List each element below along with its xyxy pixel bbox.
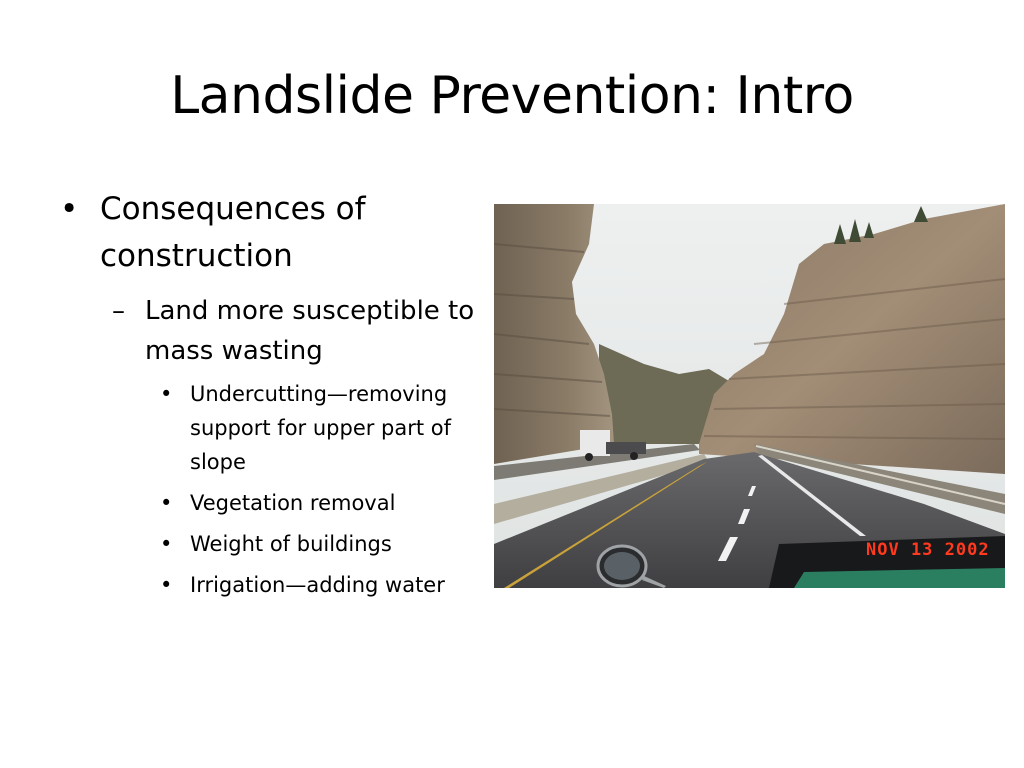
- bullet-dot: •: [160, 382, 173, 406]
- bullet-dot: •: [60, 191, 79, 227]
- bullet-level3: [160, 486, 490, 520]
- canyon-highway-photo: [494, 204, 1005, 588]
- bullet-undercutting: Undercutting—removing support for upper part of slope: [190, 382, 452, 474]
- bullet-dot: •: [160, 573, 173, 597]
- bullet-level1: [60, 186, 480, 280]
- bullet-dot: •: [160, 532, 173, 556]
- bullet-vegetation: Vegetation removal: [190, 491, 396, 515]
- bullet-level3: [160, 568, 490, 602]
- bullet-land-susceptible: Land more susceptible to mass wasting: [145, 296, 475, 366]
- bullet-level2: [112, 291, 502, 371]
- bullet-dot: •: [160, 491, 173, 515]
- photo-date-stamp: NOV 13 2002: [866, 540, 990, 560]
- bullet-dash: –: [112, 296, 125, 326]
- slide-title: Landslide Prevention: Intro: [170, 66, 854, 126]
- bullet-irrigation: Irrigation—adding water: [190, 573, 445, 597]
- bullet-level3: [160, 527, 490, 561]
- bullet-level3: [160, 377, 490, 479]
- bullet-consequences: Consequences of construction: [100, 191, 366, 274]
- bullet-weight-buildings: Weight of buildings: [190, 532, 392, 556]
